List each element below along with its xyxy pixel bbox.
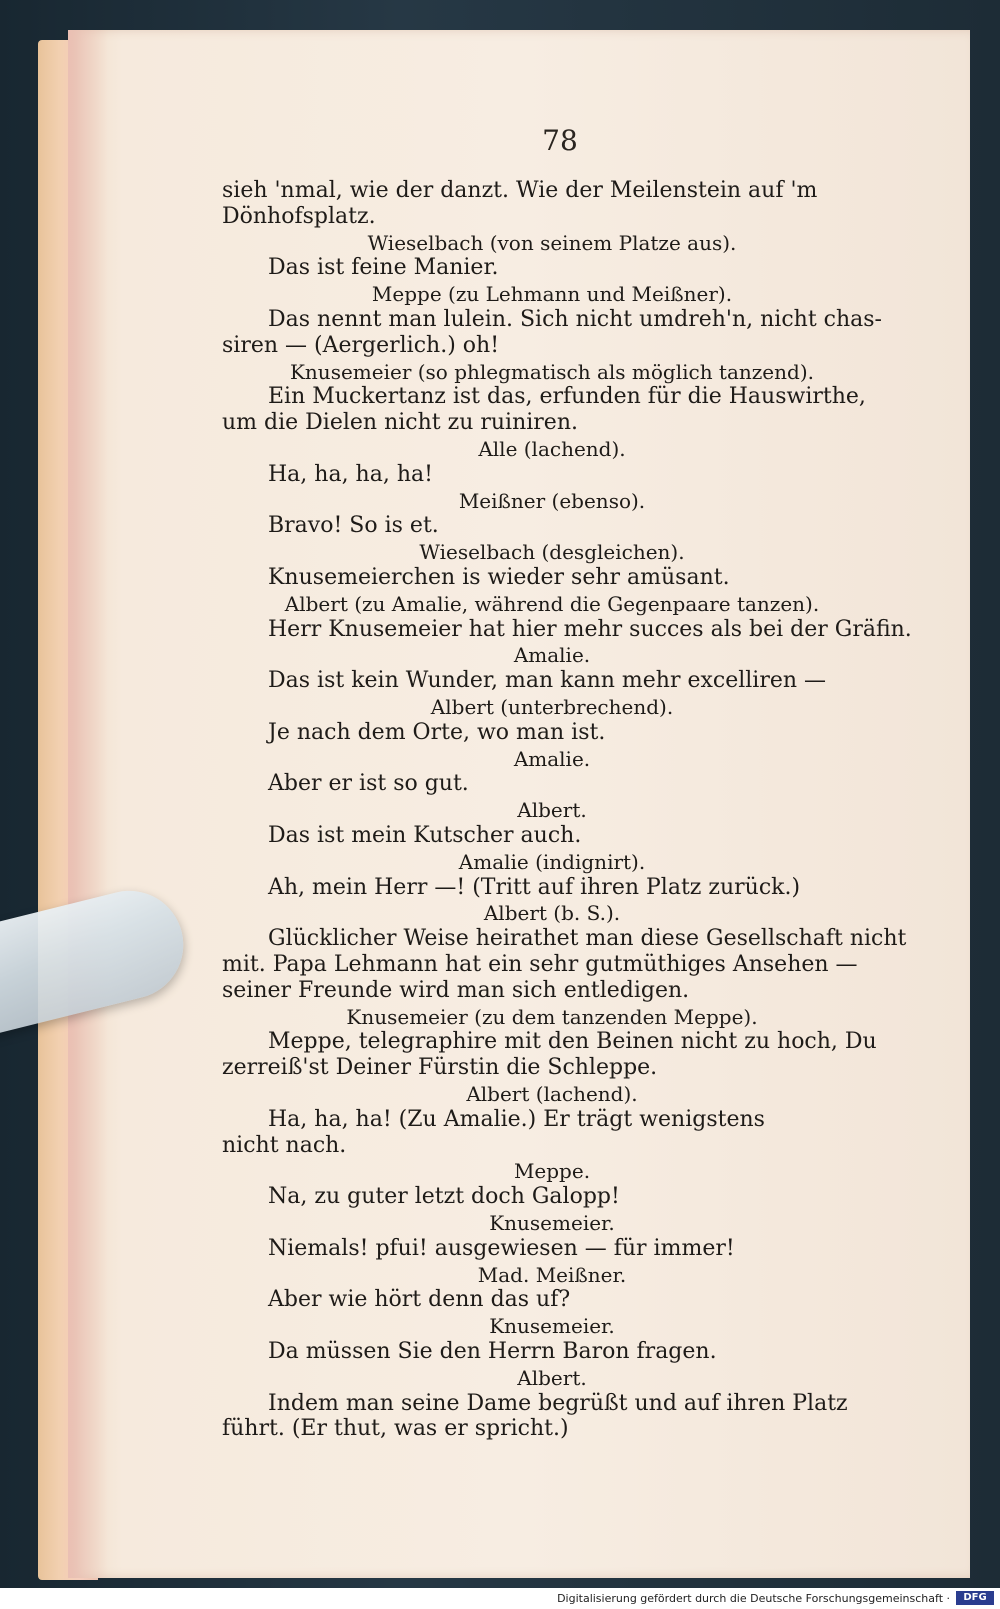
text-line: Bravo! So is et. [268,513,439,539]
text-line: siren — (Aergerlich.) oh! [222,332,500,358]
speaker-line: Albert (unterbrechend). [430,695,674,719]
speaker-line: Meppe (zu Lehmann und Meißner). [371,282,733,307]
text-line: Glücklicher Weise heirathet man diese Gesellschaft nicht [268,926,907,952]
text-line: Das ist kein Wunder, man kann mehr excelliren — [268,668,827,694]
text-line: Herr Knusemeier hat hier mehr succes als bei der Gräfin. [268,616,912,642]
speaker-line: Wieselbach (von seinem Platze aus). [367,230,737,255]
speaker-line: Amalie. [513,643,591,668]
text-line: Aber er ist so gut. [268,771,469,797]
speaker-line: Knusemeier. [489,1314,615,1339]
speaker-line: Albert (lachend). [466,1082,638,1106]
text-line: Indem man seine Dame begrüßt und auf ihren Platz [268,1390,848,1416]
text-line: Niemals! pfui! ausgewiesen — für immer! [268,1235,735,1261]
text-line: Aber wie hört denn das uf? [268,1287,571,1313]
text-line: Das ist mein Kutscher auch. [268,823,582,848]
text-line: mit. Papa Lehmann hat ein sehr gutmüthiges Ansehen — [222,952,858,977]
dfg-logo: DFG [956,1591,994,1605]
speaker-line: Amalie. [513,746,591,771]
text-line: Ein Muckertanz ist das, erfunden für die Hauswirthe, [268,384,866,410]
text-line: Knusemeierchen is wieder sehr amüsant. [268,565,730,590]
speaker-line: Amalie (indignirt). [458,849,646,874]
text-line: Ha, ha, ha! (Zu Amalie.) Er trägt wenigstens [268,1106,765,1132]
speaker-line: Meppe. [513,1159,591,1184]
speaker-line: Albert. [517,798,587,823]
text-line: Je nach dem Orte, wo man ist. [268,719,606,745]
text-line: Ah, mein Herr —! (Tritt auf ihren Platz zurück.) [268,874,801,900]
speaker-line: Alle (lachend). [478,437,626,461]
text-line: seiner Freunde wird man sich entledigen. [222,977,690,1003]
text-line: Dönhofsplatz. [222,203,376,229]
text-line: Da müssen Sie den Herrn Baron fragen. [268,1339,717,1364]
speaker-line: Mad. Meißner. [477,1262,627,1287]
speaker-line: Knusemeier (so phlegmatisch als möglich tanzend). [289,359,814,384]
text-line: Das ist feine Manier. [268,255,499,281]
page-gutter-shade [68,30,108,1578]
text-line: sieh 'nmal, wie der danzt. Wie der Meilenstein auf 'm [222,178,818,203]
page-number: 78 [542,124,578,157]
text-line: um die Dielen nicht zu ruiniren. [222,410,578,436]
speaker-line: Albert (zu Amalie, während die Gegenpaare tanzen). [284,591,820,616]
speaker-line: Meißner (ebenso). [458,488,646,513]
speaker-line: Albert. [517,1365,587,1390]
text-line: Meppe, telegraphire mit den Beinen nicht zu hoch, Du [268,1029,877,1055]
text-line: zerreiß'st Deiner Fürstin die Schleppe. [222,1055,658,1081]
footer-credit: Digitalisierung gefördert durch die Deutsche Forschungsgemeinschaft · [557,1592,950,1605]
speaker-line: Albert (b. S.). [483,901,621,926]
text-line: Das nennt man lulein. Sich nicht umdreh'n, nicht chas- [268,307,882,332]
text-line: führt. (Er thut, was er spricht.) [222,1416,569,1442]
text-line: nicht nach. [222,1132,347,1158]
speaker-line: Knusemeier. [489,1211,615,1235]
text-line: Na, zu guter letzt doch Galopp! [268,1184,620,1210]
speaker-line: Wieselbach (desgleichen). [419,540,685,565]
speaker-line: Knusemeier (zu dem tanzenden Meppe). [346,1004,758,1029]
text-line: Ha, ha, ha, ha! [268,461,433,487]
